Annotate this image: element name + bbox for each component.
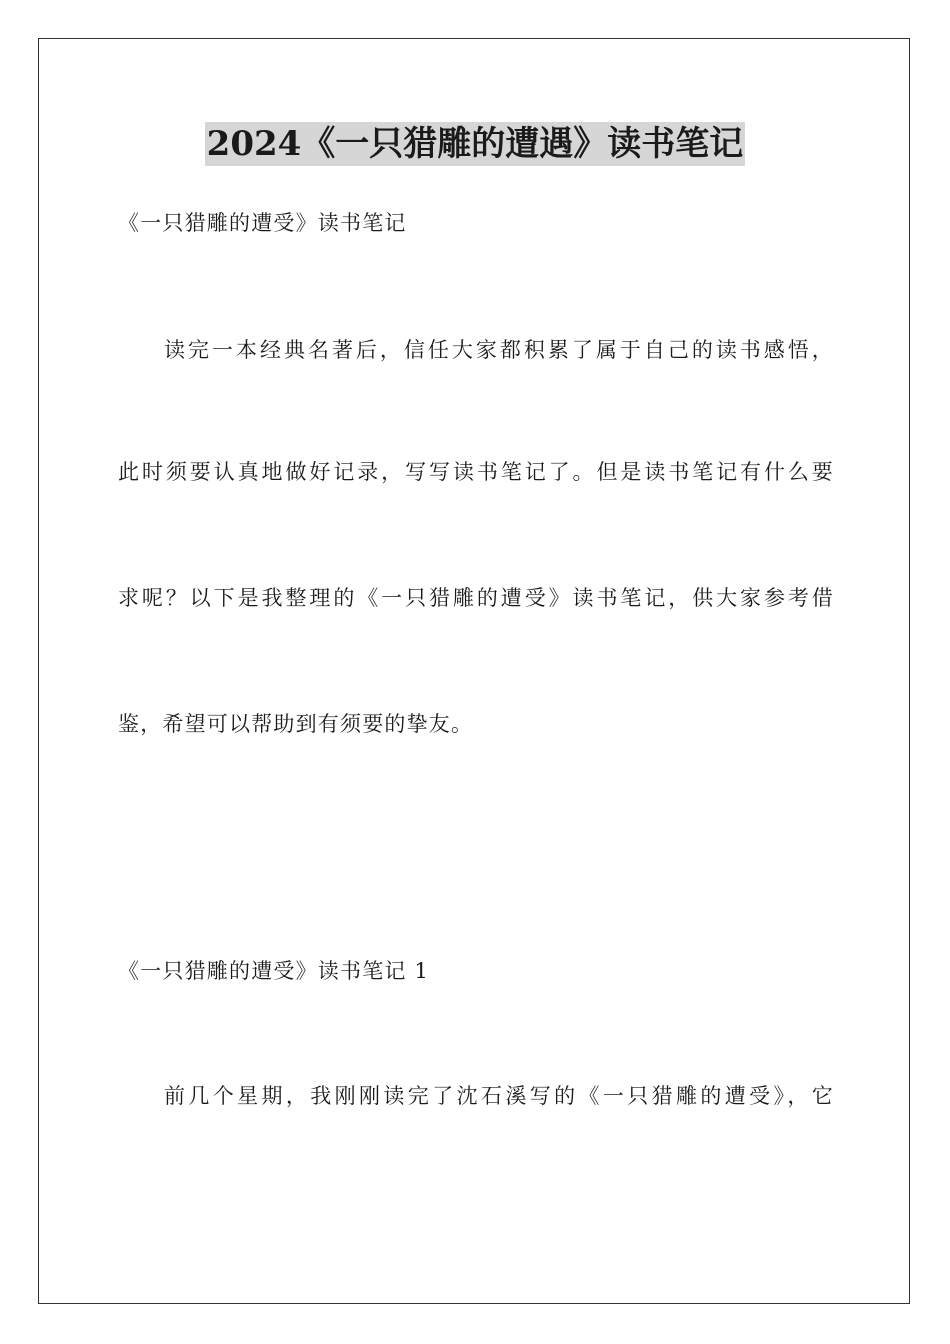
section-line-1: 前几个星期，我刚刚读完了沈石溪写的《一只猎雕的遭受》，它 (164, 1084, 834, 1108)
intro-line-2: 此时须要认真地做好记录，写写读书笔记了。但是读书笔记有什么要 (118, 460, 834, 484)
document-subtitle: 《一只猎雕的遭受》读书笔记 (118, 211, 407, 235)
document-title: 2024《一只猎雕的遭遇》读书笔记 (206, 124, 744, 164)
intro-line-3: 求呢？以下是我整理的《一只猎雕的遭受》读书笔记，供大家参考借 (118, 586, 834, 610)
intro-line-4: 鉴，希望可以帮助到有须要的挚友。 (118, 712, 474, 736)
title-container (0, 122, 950, 166)
intro-line-1: 读完一本经典名著后，信任大家都积累了属于自己的读书感悟， (164, 338, 834, 362)
section-heading: 《一只猎雕的遭受》读书笔记 1 (118, 959, 430, 983)
